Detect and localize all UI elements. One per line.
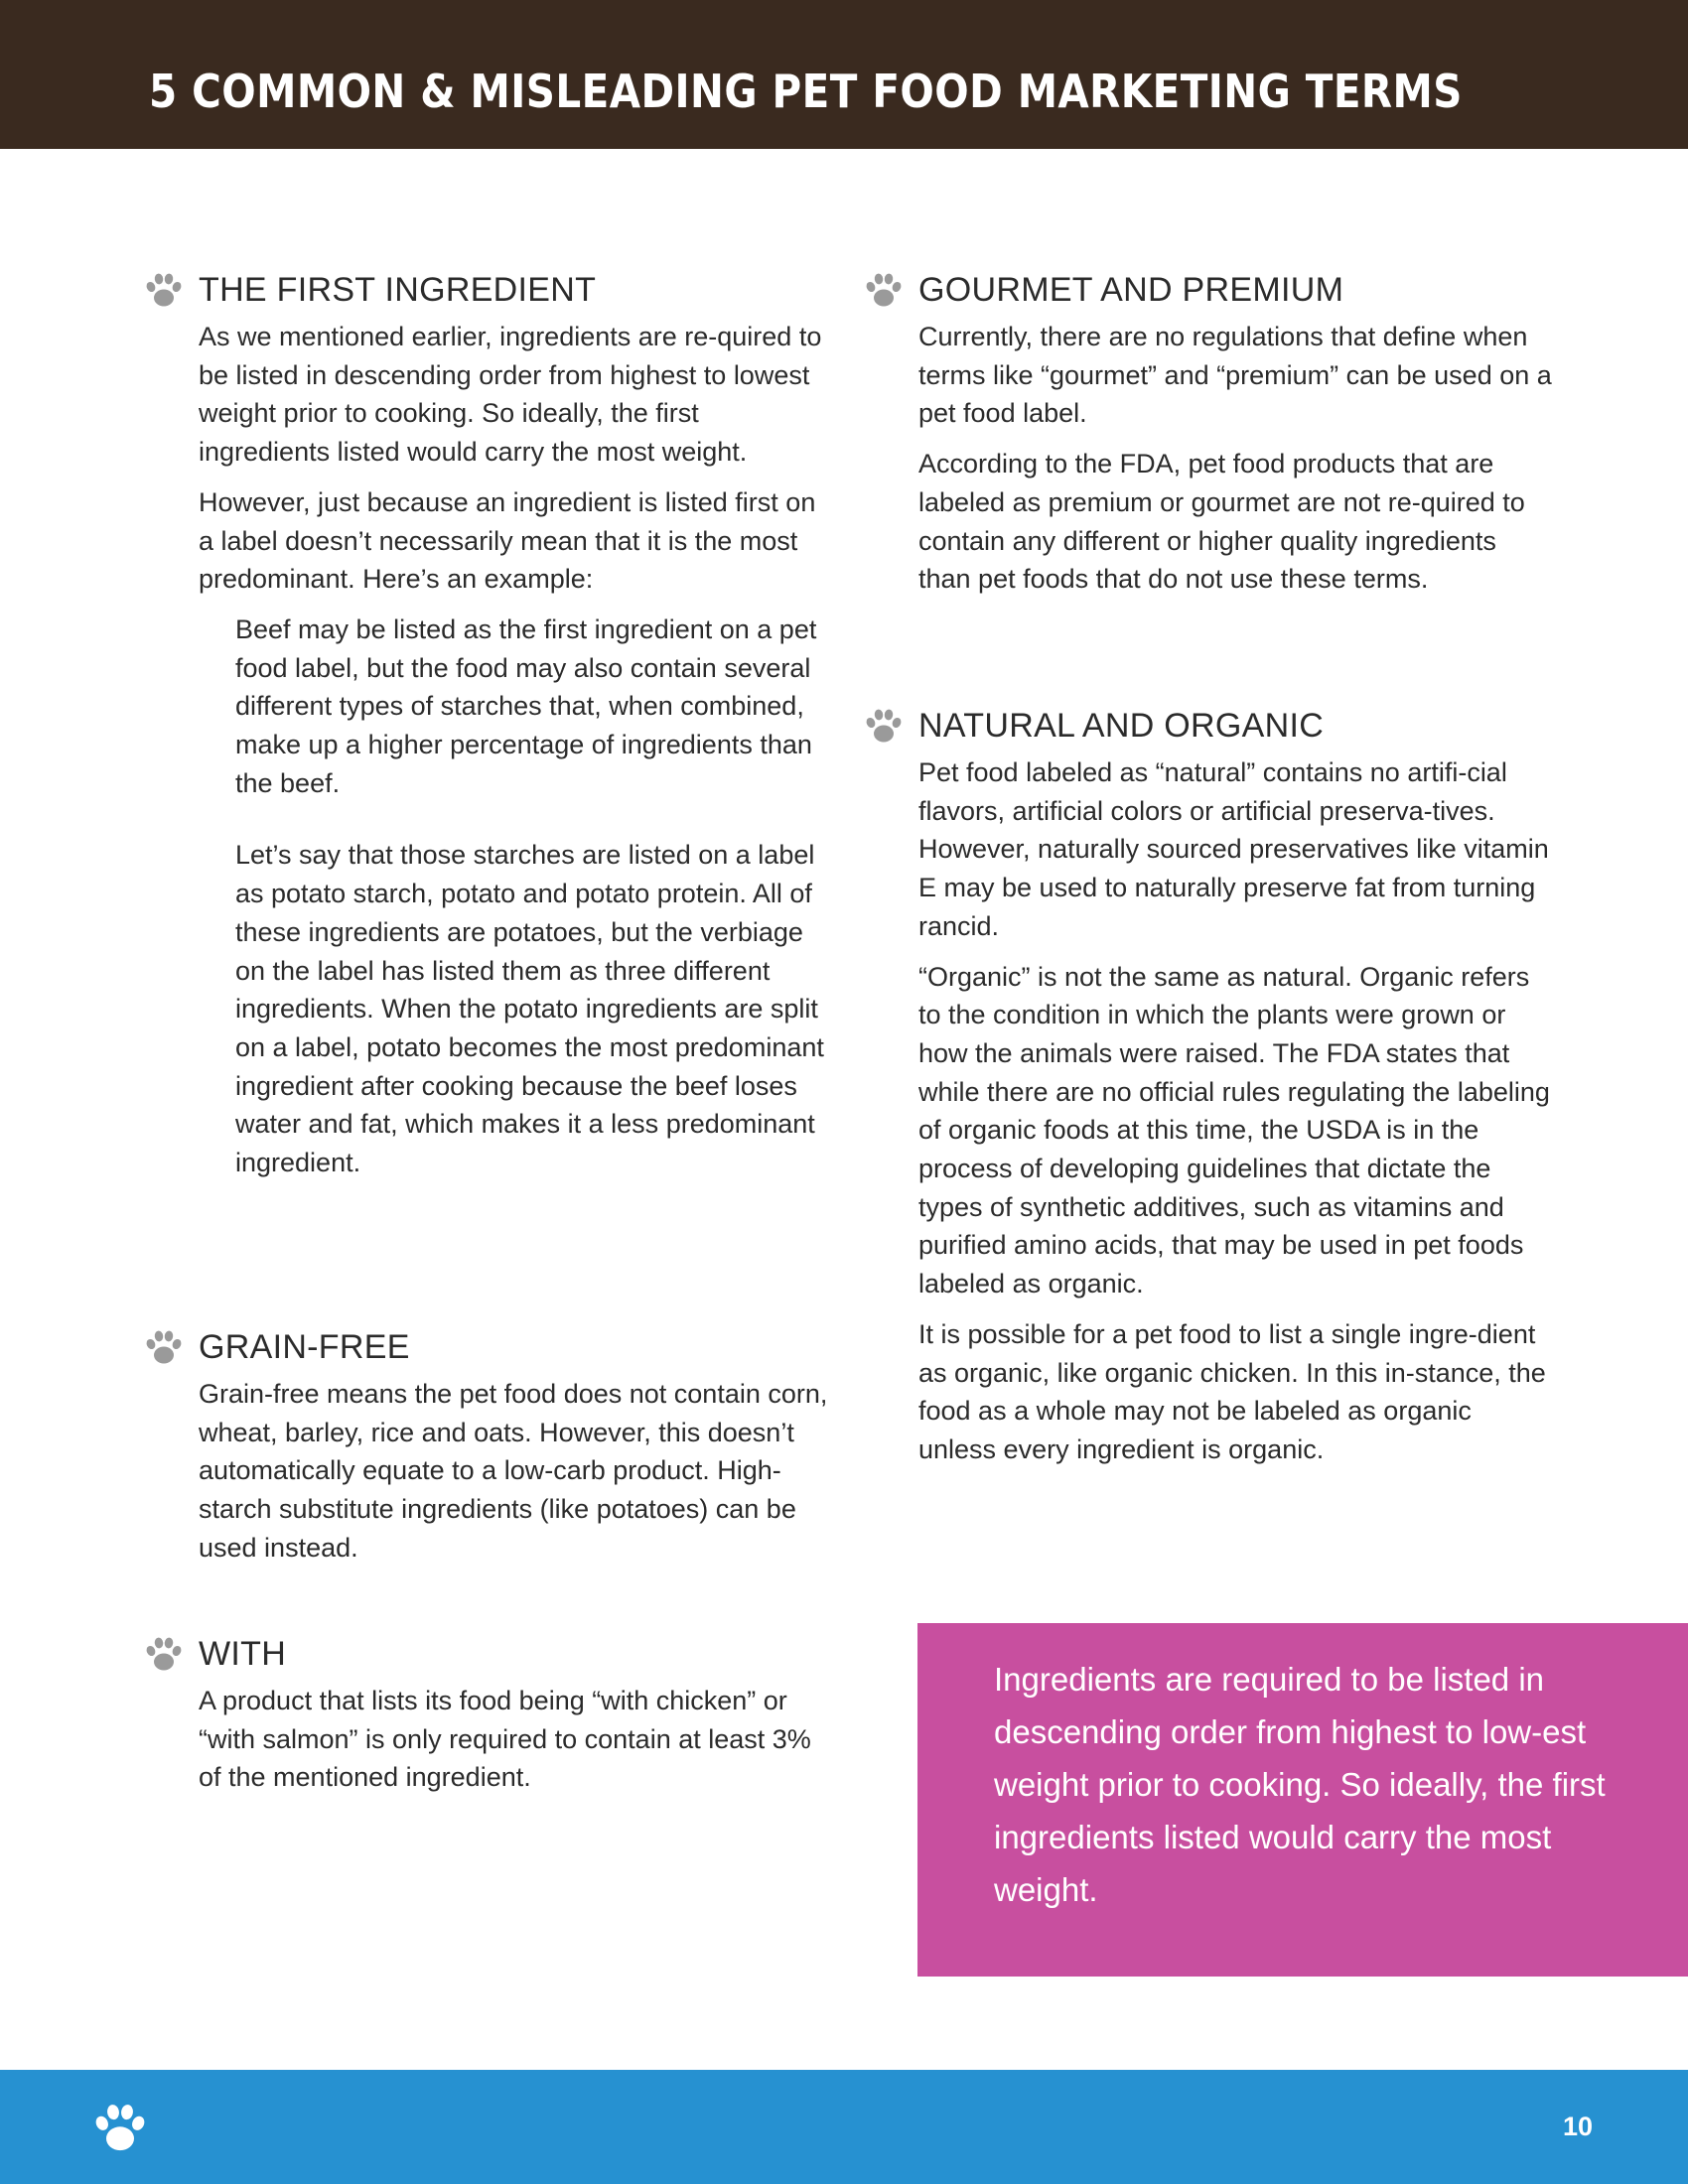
section-body — [199, 1682, 834, 1797]
section-body — [918, 318, 1554, 599]
section-heading — [918, 704, 1554, 753]
page-title: 5 COMMON & MISLEADING PET FOOD MARKETING TERMS — [149, 65, 1463, 118]
paw-icon — [92, 2100, 148, 2155]
example-paragraph: Beef may be listed as the first ingredient on a pet food label, but the food may also contain several different types of starches that, when combined, make up a higher percentage of ingredients than the beef. — [235, 614, 817, 798]
paragraph: Grain-free means the pet food does not contain corn, wheat, barley, rice and oats. However, this doesn’t automatically equate to a low-carb product. High-starch substitute ingredients (like potatoes) can be used instead. — [199, 1379, 828, 1563]
section-body — [918, 753, 1554, 1469]
header-band — [0, 0, 1688, 149]
section-natural-organic — [918, 704, 1554, 1481]
section-heading — [918, 268, 1554, 318]
section-title: GRAIN-FREE — [199, 1328, 410, 1366]
section-heading — [199, 268, 834, 318]
paw-icon — [864, 706, 904, 746]
paragraph: However, just because an ingredient is listed first on a label doesn’t necessarily mean that it is the most predominant. Here’s an example: — [199, 486, 816, 595]
section-title: WITH — [199, 1635, 287, 1673]
section-grain-free — [199, 1325, 834, 1579]
callout-text: Ingredients are required to be listed in descending order from highest to low-est weight prior to cooking. So ideally, the first ingredients listed would carry the most weight. — [994, 1661, 1606, 1908]
section-title: THE FIRST INGREDIENT — [199, 271, 597, 309]
footer-band — [0, 2070, 1688, 2184]
section-heading — [199, 1632, 834, 1682]
section-with — [199, 1632, 834, 1809]
paw-icon — [144, 1327, 184, 1367]
paragraph: As we mentioned earlier, ingredients are re-quired to be listed in descending order from highest to lowest weight prior to cooking. So ideally, the first ingredients listed would carry the most weight. — [199, 322, 822, 468]
paw-icon — [144, 1634, 184, 1674]
paragraph: Pet food labeled as “natural” contains no artifi-cial flavors, artificial colors or artificial preserva-tives. However, naturally sourced preservatives like vitamin E may be used to naturally preserve fat from turning rancid. — [918, 757, 1549, 941]
paragraph: A product that lists its food being “with chicken” or “with salmon” is only required to contain at least 3% of the mentioned ingredient. — [199, 1686, 811, 1793]
section-body — [199, 1375, 834, 1568]
paragraph: According to the FDA, pet food products that are labeled as premium or gourmet are not re-quired to contain any different or higher quality ingredients than pet foods that do not use these terms. — [918, 449, 1525, 595]
paragraph: Currently, there are no regulations that define when terms like “gourmet” and “premium” can be used on a pet food label. — [918, 322, 1552, 429]
section-first-ingredient — [199, 268, 834, 1194]
section-gourmet-premium — [918, 268, 1554, 611]
paw-icon — [864, 270, 904, 310]
section-heading — [199, 1325, 834, 1375]
paragraph: “Organic” is not the same as natural. Organic refers to the condition in which the plants were grown or how the animals were raised. The FDA states that while there are no official rules regulating the labeling of organic foods at this time, the USDA is in the process of developing guidelines that dictate the types of synthetic additives, such as vitamins and purified amino acids, that may be used in pet foods labeled as organic. — [918, 961, 1550, 1299]
paw-icon — [144, 270, 184, 310]
example-paragraph: Let’s say that those starches are listed on a label as potato starch, potato and potato protein. All of these ingredients are potatoes, but the verbiage on the label has listed them as three different ingredients. When the potato ingredients are split on a label, potato becomes the most predominant ingredient after cooking because the beef loses water and fat, which makes it a less predominant ingredient. — [235, 840, 824, 1178]
callout-box — [917, 1623, 1688, 1977]
section-title: NATURAL AND ORGANIC — [918, 707, 1325, 745]
paragraph: It is possible for a pet food to list a single ingre-dient as organic, like organic chicken. In this in-stance, the food as a whole may not be labeled as organic unless every ingredient is organic. — [918, 1318, 1546, 1464]
section-title: GOURMET AND PREMIUM — [918, 271, 1344, 309]
page-number: 10 — [1562, 2112, 1593, 2141]
section-body — [199, 318, 834, 1182]
